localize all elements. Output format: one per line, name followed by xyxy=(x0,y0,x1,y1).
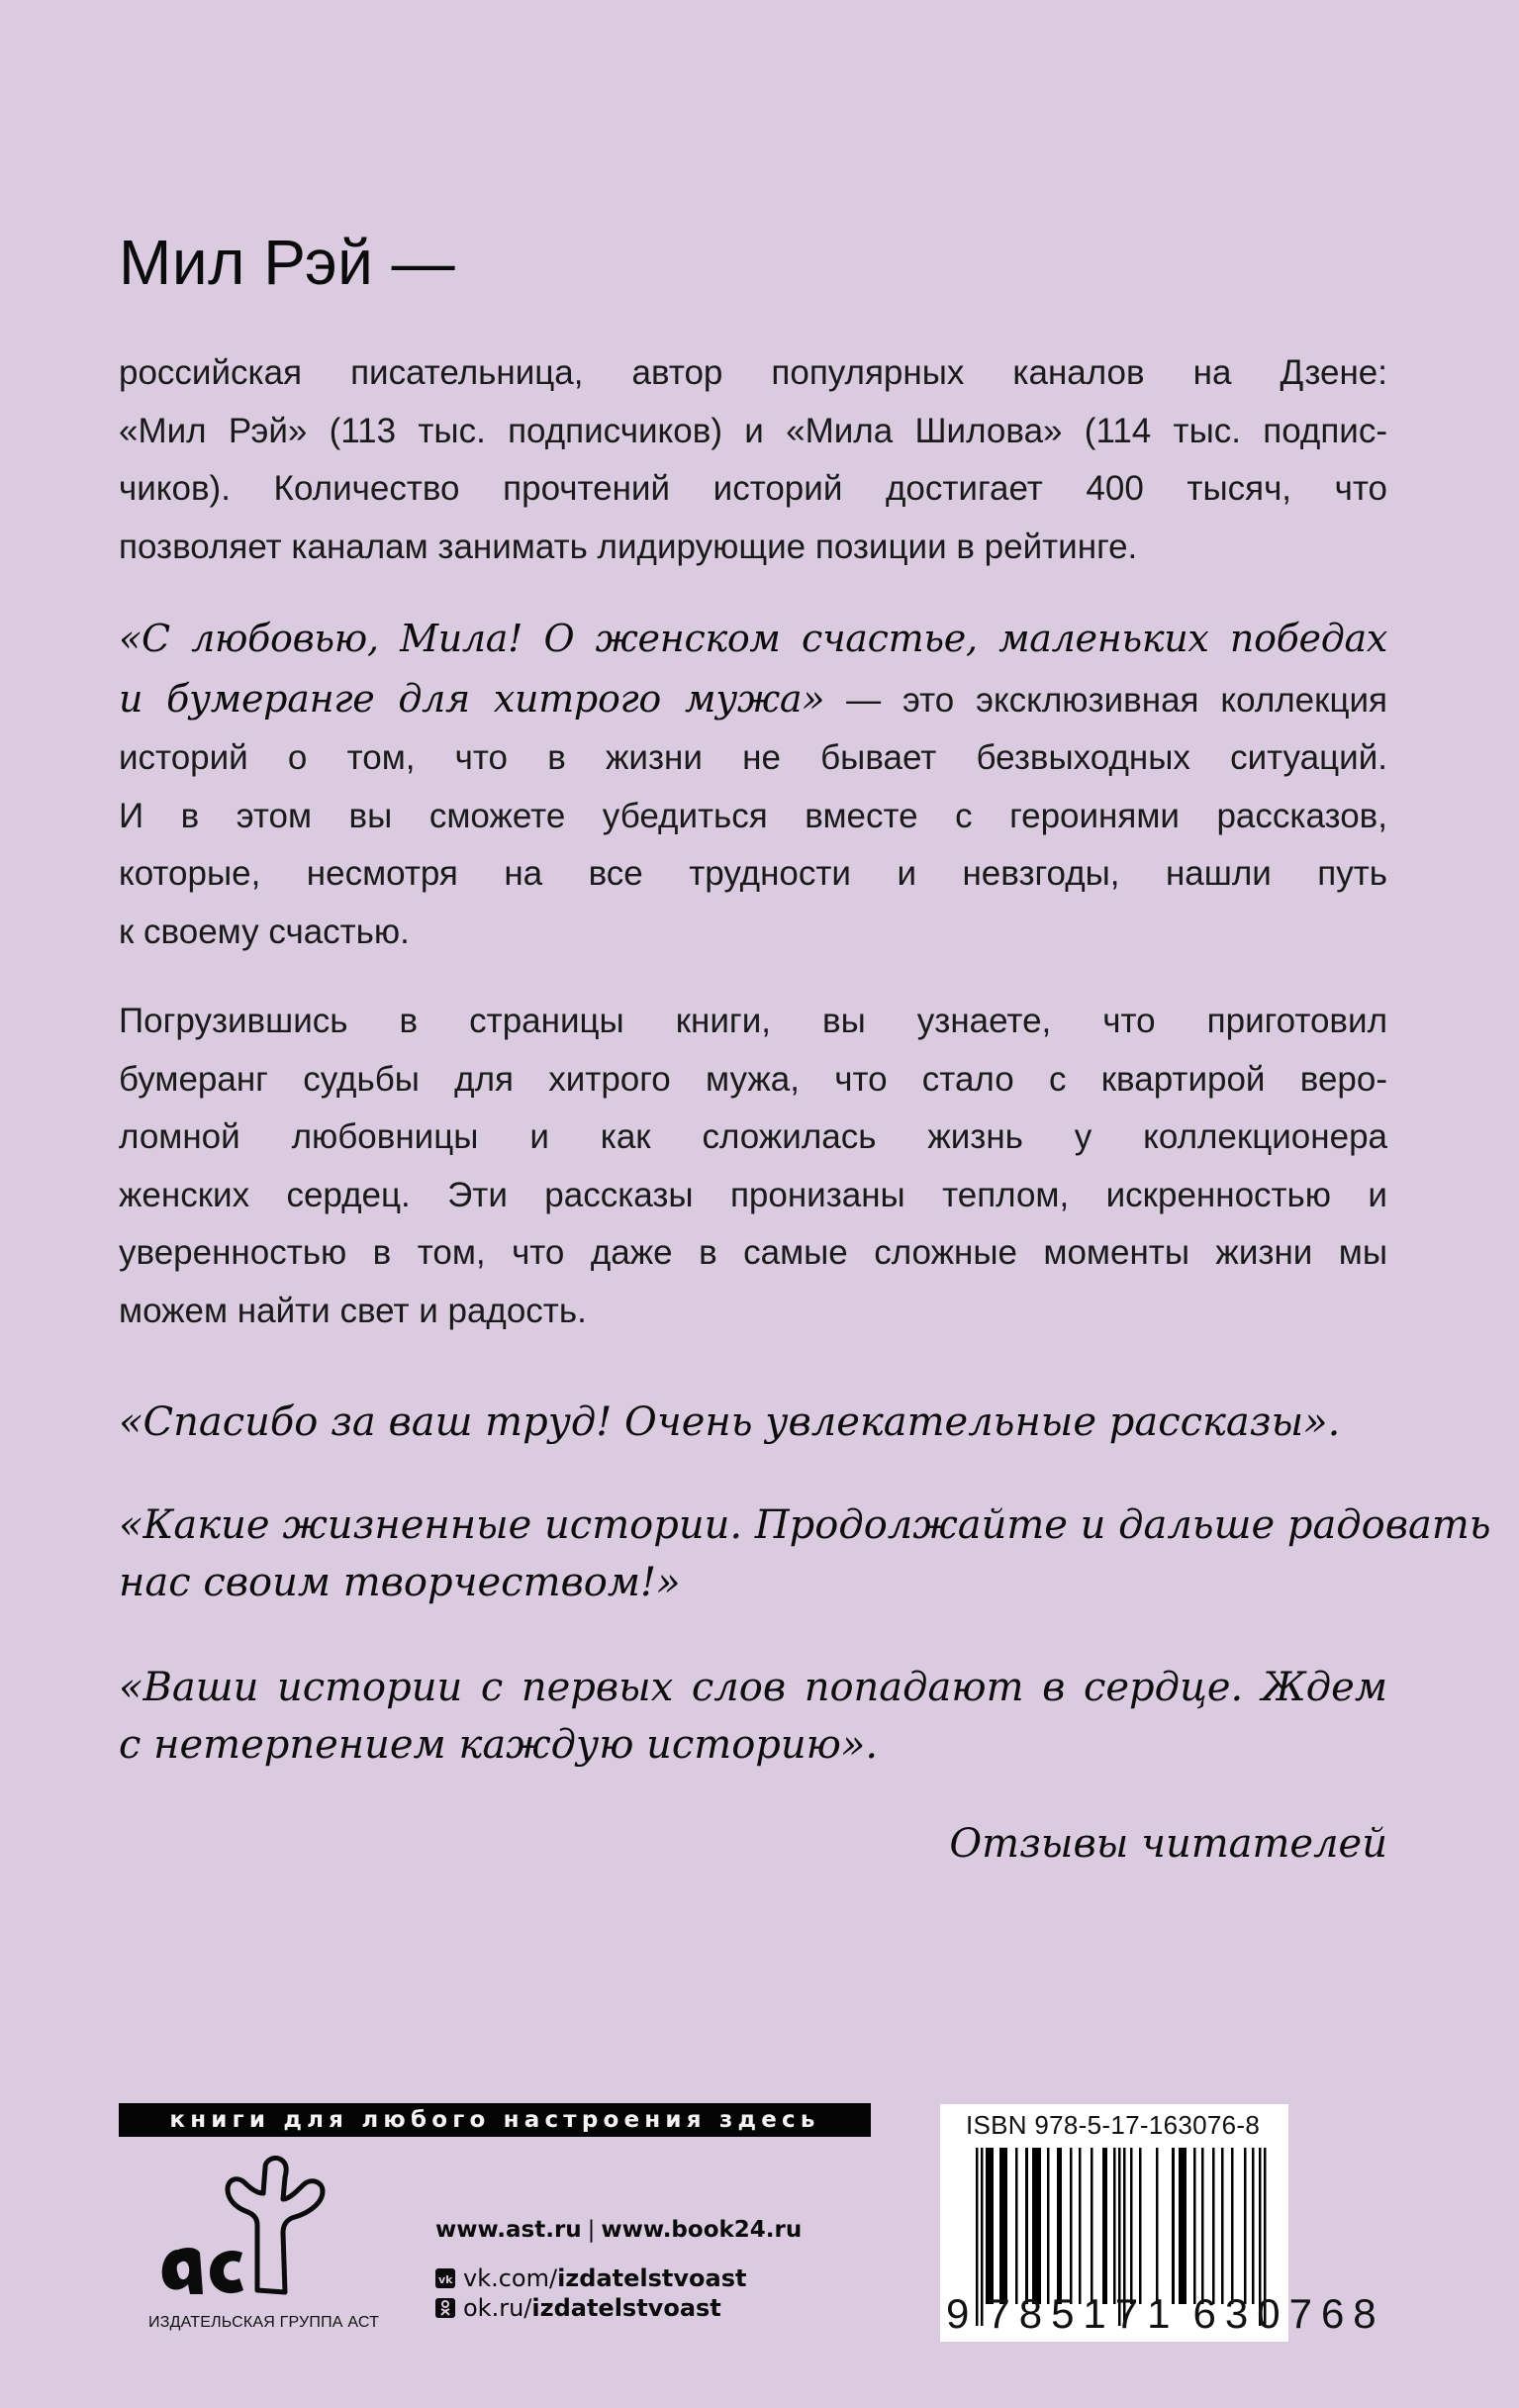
review-line: нас своим творчеством!» xyxy=(119,1560,681,1605)
social-link-vk[interactable] xyxy=(435,2264,746,2292)
review-quote-1 xyxy=(119,1394,1387,1451)
review-line: «Спасибо за ваш труд! Очень увлекательные рассказы». xyxy=(119,1399,1341,1445)
isbn-label: ISBN 978-5-17-163076-8 xyxy=(966,2110,1261,2140)
bio-line: позволяет каналам занимать лидирующие позиции в рейтинге. xyxy=(119,527,1138,566)
description-line: уверенностью в том, что даже в самые сложные моменты жизни мы xyxy=(119,1233,1387,1273)
svg-text:vk: vk xyxy=(438,2273,453,2286)
intro-line: И в этом вы сможете убедиться вместе с героинями рассказов, xyxy=(119,796,1387,835)
barcode-digit-first: 9 xyxy=(946,2290,970,2337)
website-separator: | xyxy=(587,2217,596,2243)
ok-prefix: ok.ru/ xyxy=(463,2294,532,2322)
review-quote-2 xyxy=(119,1496,1491,1611)
book-description xyxy=(119,993,1387,1341)
intro-line: историй о том, что в жизни не бывает безвыходных ситуаций. xyxy=(119,738,1387,778)
publisher-name: ИЗДАТЕЛЬСКАЯ ГРУППА АСТ xyxy=(148,2314,380,2331)
isbn-barcode-box xyxy=(940,2104,1385,2342)
author-bio xyxy=(119,344,1387,576)
review-line: «Ваши истории с первых слов попадают в сердце. Ждем xyxy=(119,1665,1387,1710)
bio-line: чиков). Количество прочтений историй достигает 400 тысяч, что xyxy=(119,469,1387,509)
description-line: ломной любовницы и как сложилась жизнь у коллекционера xyxy=(119,1117,1387,1157)
book-title-line xyxy=(119,610,1387,670)
social-link-ok[interactable] xyxy=(435,2294,721,2322)
description-line: Погрузившись в страницы книги, вы узнаете, что приготовил xyxy=(119,1002,1387,1040)
ast-logo-icon xyxy=(148,2156,376,2304)
description-line: бумеранг судьбы для хитрого мужа, что стало с квартирой веро- xyxy=(119,1059,1387,1099)
description-line: женских сердец. Эти рассказы пронизаны теплом, искренностью и xyxy=(119,1175,1387,1214)
book-title-part-2: и бумеранге для хитрого мужа» xyxy=(119,676,825,721)
book-title-part-1: «С любовью, Мила! О женском счастье, маленьких победах xyxy=(119,617,1387,660)
book-intro-tail: — это эксклюзивная коллекция xyxy=(824,680,1387,720)
tagline-banner: книги для любого настроения здесь xyxy=(119,2103,871,2137)
description-line: можем найти свет и радость. xyxy=(119,1291,587,1330)
review-quote-3 xyxy=(119,1659,1387,1774)
vk-handle: izdatelstvoast xyxy=(557,2264,747,2292)
bio-line: «Мил Рэй» (113 тыс. подписчиков) и «Мила Шилова» (114 тыс. подпис- xyxy=(119,411,1387,450)
barcode-digits xyxy=(946,2290,1385,2338)
vk-icon xyxy=(435,2268,455,2288)
book-title-line xyxy=(119,670,1387,730)
review-line: «Какие жизненные истории. Продолжайте и дальше радовать xyxy=(119,1502,1491,1548)
vk-prefix: vk.com/ xyxy=(463,2264,558,2292)
author-heading: Мил Рэй — xyxy=(119,227,456,298)
intro-line: которые, несмотря на все трудности и невзгоды, нашли путь xyxy=(119,854,1387,894)
website-link-book24[interactable]: www.book24.ru xyxy=(601,2217,803,2243)
ok-icon xyxy=(435,2298,455,2318)
bio-line: российская писательница, автор популярных каналов на Дзене: xyxy=(119,353,1387,392)
barcode-digits-right: 630768 xyxy=(1192,2290,1385,2337)
ok-handle: izdatelstvoast xyxy=(531,2294,721,2322)
review-line: с нетерпением каждую историю». xyxy=(119,1722,879,1768)
logo-text: аст xyxy=(148,2156,150,2157)
intro-line: к своему счастью. xyxy=(119,912,410,951)
barcode-digits-left: 785171 xyxy=(987,2290,1180,2337)
book-intro xyxy=(119,610,1387,962)
websites xyxy=(435,2217,802,2243)
website-link-ast[interactable]: www.ast.ru xyxy=(435,2217,582,2243)
reviews-attribution: Отзывы читателей xyxy=(949,1821,1387,1867)
